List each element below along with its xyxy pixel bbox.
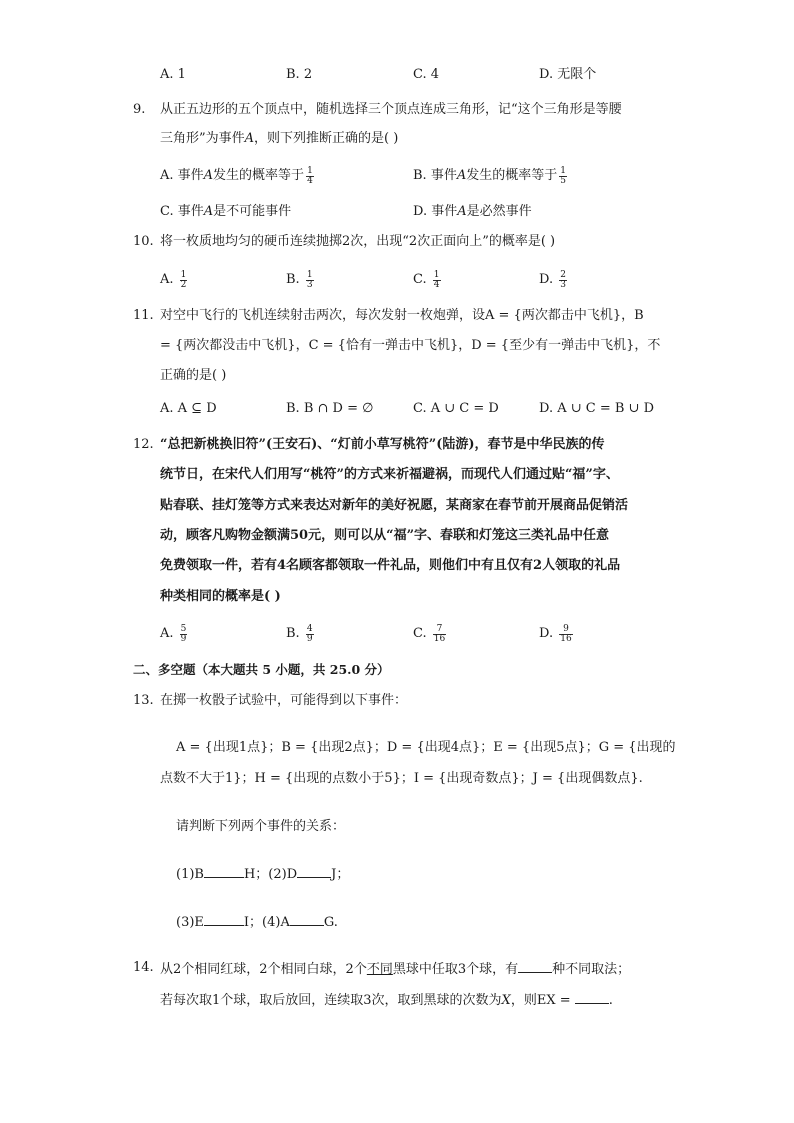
q11-stem-line3: 正确的是( ) — [160, 368, 227, 383]
q11-option-d: D. A ∪ C = B ∪ D — [539, 401, 655, 416]
q10-option-d: D. $\frac{2}{3}$ — [539, 270, 566, 290]
q12-stem-line2: 统节日，在宋代人们用写“桃符”的方式来祈福避祸，而现代人们通过贴“福”字、 — [160, 467, 619, 482]
q11-option-c: C. A ∪ C = D — [413, 401, 499, 416]
q10-option-c: C. $\frac{1}{4}$ — [413, 270, 440, 290]
answer-blank[interactable] — [204, 864, 244, 878]
answer-blank[interactable] — [204, 912, 244, 926]
answer-blank[interactable] — [297, 864, 331, 878]
q14-number: 14. — [133, 960, 154, 975]
q10-option-a: A. $\frac{1}{2}$ — [160, 270, 187, 290]
q12-option-b: B. $\frac{4}{9}$ — [286, 624, 313, 644]
fraction: $\frac{1}{4}$ — [433, 270, 440, 290]
answer-blank[interactable] — [575, 990, 609, 1004]
q11-option-a: A. A ⊆ D — [160, 401, 217, 416]
answer-blank[interactable] — [518, 959, 552, 973]
q12-stem-line1: “总把新桃换旧符”(王安石)、“灯前小草写桃符”(陆游)，春节是中华民族的传 — [160, 437, 605, 452]
q14-stem-line1: 从2个相同红球，2个相同白球，2个不同黑球中任取3个球，有 种不同取法； — [160, 959, 630, 979]
q10-stem: 将一枚质地均匀的硬币连续抛掷2次，出现“2次正面向上”的概率是( ) — [160, 234, 556, 249]
q13-definitions-line1: A = {出现1点}；B = {出现2点}；D = {出现4点}；E = {出现5点}；G = {出现的 — [176, 740, 676, 755]
q8-option-a: A. 1 — [160, 67, 186, 82]
q11-stem-line1: 对空中飞行的飞机连续射击两次，每次发射一枚炮弹，设A = {两次都击中飞机}，B — [160, 308, 644, 323]
fraction: $\frac{1}{2}$ — [180, 270, 187, 290]
fraction: $\frac{9}{16}$ — [560, 624, 572, 644]
q13-prompt: 请判断下列两个事件的关系： — [176, 819, 346, 834]
q9-stem-line2: 三角形”为事件A，则下列推断正确的是( ) — [160, 131, 399, 146]
q8-option-d: D. 无限个 — [539, 67, 597, 82]
q8-option-c: C. 4 — [413, 67, 440, 82]
answer-blank[interactable] — [290, 912, 324, 926]
q12-stem-line3: 贴春联、挂灯笼等方式来表达对新年的美好祝愿，某商家在春节前开展商品促销活 — [160, 498, 629, 513]
section-title: 二、多空题（本大题共 5 小题，共 25.0 分） — [133, 662, 390, 677]
fraction: $\frac{2}{3}$ — [560, 270, 566, 290]
q11-option-b: B. B ∩ D = ∅ — [286, 401, 374, 416]
q9-option-d: D. 事件A是必然事件 — [413, 204, 532, 219]
q13-intro: 在掷一枚骰子试验中，可能得到以下事件： — [160, 693, 408, 708]
q12-option-a: A. $\frac{5}{9}$ — [160, 624, 187, 644]
fraction: $\frac{7}{16}$ — [433, 624, 446, 644]
q12-option-c: C. $\frac{7}{16}$ — [413, 624, 446, 644]
q12-option-d: D. $\frac{9}{16}$ — [539, 624, 572, 644]
q10-option-b: B. $\frac{1}{3}$ — [286, 270, 313, 290]
q12-stem-line5: 免费领取一件，若有4名顾客都领取一件礼品，则他们中有且仅有2人领取的礼品 — [160, 558, 621, 573]
q13-number: 13. — [133, 693, 154, 708]
q11-stem-line2: = {两次都没击中飞机}，C = {恰有一弹击中飞机}，D = {至少有一弹击中飞机}，不 — [160, 338, 661, 353]
q9-option-c: C. 事件A是不可能事件 — [160, 204, 292, 219]
q13-relations-3-4: (3)E I；(4)A G. — [176, 912, 338, 932]
q12-number: 12. — [133, 437, 154, 452]
q9-option-b: B. 事件A发生的概率等于 $\frac{1}{5}$ — [413, 166, 566, 186]
q8-option-b: B. 2 — [286, 67, 313, 82]
q12-stem-line4: 动，顾客凡购物金额满50元，则可以从“福”字、春联和灯笼这三类礼品中任意 — [160, 528, 610, 543]
q9-number: 9. — [133, 102, 146, 117]
q9-stem-line1: 从正五边形的五个顶点中，随机选择三个顶点连成三角形，记“这个三角形是等腰 — [160, 102, 622, 117]
q14-stem-line2: 若每次取1个球，取后放回，连续取3次，取到黑球的次数为X，则EX = . — [160, 990, 613, 1010]
fraction: $\frac{1}{4}$ — [307, 166, 313, 186]
fraction: $\frac{4}{9}$ — [306, 624, 313, 644]
q13-definitions-line2: 点数不大于1}；H = {出现的点数小于5}；I = {出现奇数点}；J = {出现偶数点}. — [160, 771, 643, 786]
q9-option-a: A. 事件A发生的概率等于 $\frac{1}{4}$ — [160, 166, 313, 186]
fraction: $\frac{5}{9}$ — [180, 624, 187, 644]
q11-number: 11. — [133, 308, 154, 323]
q10-number: 10. — [133, 234, 154, 249]
q12-stem-line6: 种类相同的概率是( ) — [160, 589, 281, 604]
fraction: $\frac{1}{5}$ — [560, 166, 566, 186]
fraction: $\frac{1}{3}$ — [306, 270, 313, 290]
q13-relations-1-2: (1)B H；(2)D J； — [176, 864, 349, 884]
